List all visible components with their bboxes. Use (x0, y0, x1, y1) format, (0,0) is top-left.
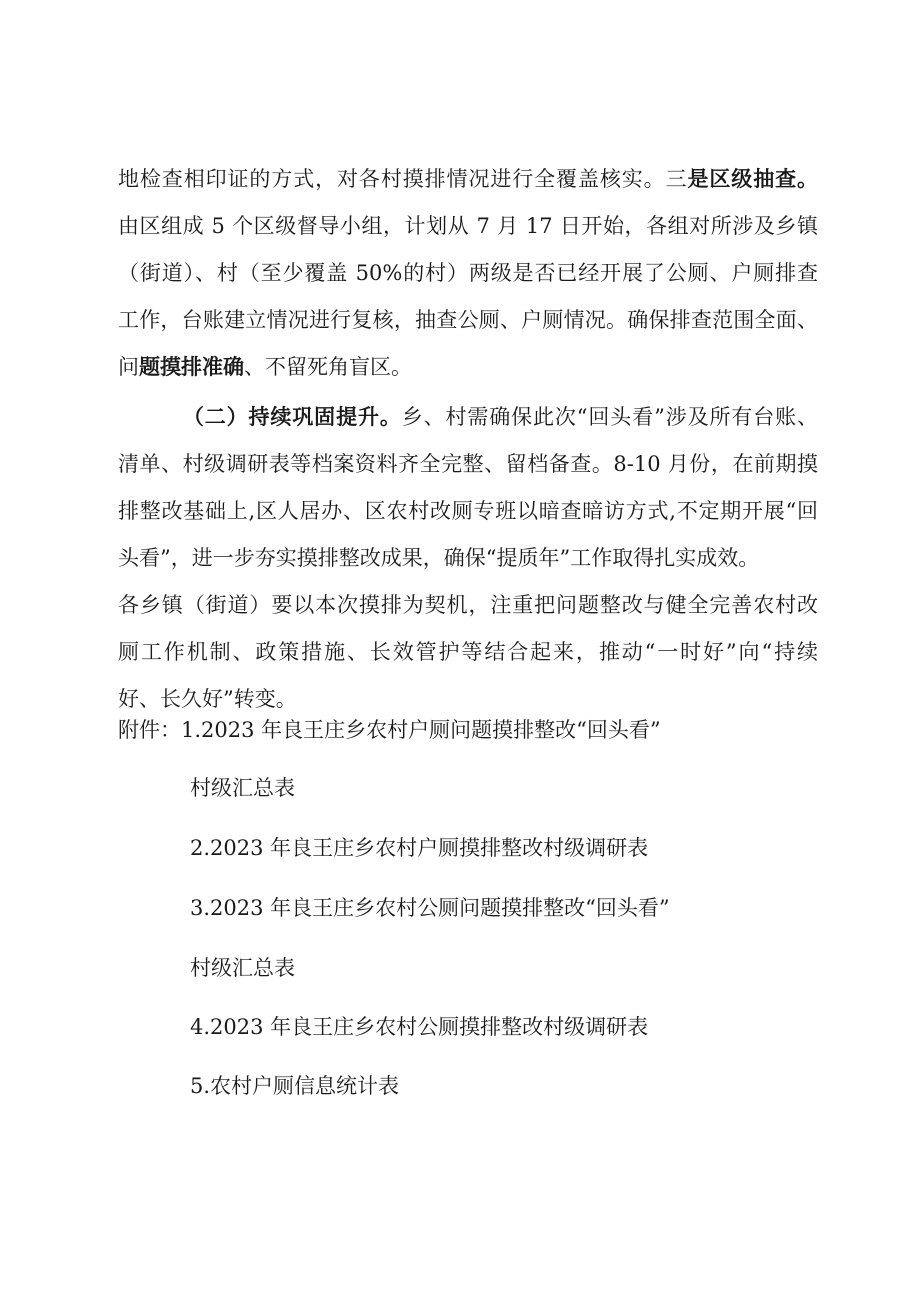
text-line: 厕工作机制、政策措施、长效管护等结合起来，推动“一时好”向“持续 (118, 640, 818, 664)
text-line: （街道）、村（至少覆盖 50%的村）两级是否已经开展了公厕、户厕排查 (118, 261, 818, 285)
paragraph-consolidation (118, 394, 818, 723)
text-line: 排整改基础上,区人居办、区农村改厕专班以暗查暗访方式,不定期开展“回 (118, 499, 818, 523)
text-line: 地检查相印证的方式，对各村摸排情况进行全覆盖核实。三是区级抽查。 (118, 167, 819, 191)
attachment-label: 附件： (118, 718, 181, 742)
attachment-3-continued: 村级汇总表 (190, 956, 295, 980)
text-line: 头看”，进一步夯实摸排整改成果，确保“提质年”工作取得扎实成效。 (118, 546, 760, 570)
text-line: 各乡镇（街道）要以本次摸排为契机，注重把问题整改与健全完善农村改 (118, 593, 818, 617)
paragraph-district-inspection (118, 156, 818, 391)
text-line: 清单、村级调研表等档案资料齐全完整、留档备查。8-10 月份，在前期摸 (118, 452, 818, 476)
bold-phrase: 题摸排准确 (139, 355, 244, 379)
text-line: （二）持续巩固提升。乡、村需确保此次“回头看”涉及所有台账、 (182, 405, 818, 429)
bold-phrase: 是区级抽查。 (687, 167, 819, 191)
attachment-5: 5.农村户厕信息统计表 (190, 1074, 400, 1098)
section-heading: （二）持续巩固提升。 (182, 405, 402, 429)
attachment-2: 2.2023 年良王庄乡农村户厕摸排整改村级调研表 (190, 836, 649, 860)
attachment-1: 附件：1.2023 年良王庄乡农村户厕问题摸排整改“回头看” (118, 718, 661, 742)
text-line: 好、长久好”转变。 (118, 687, 297, 711)
attachment-1-continued: 村级汇总表 (190, 776, 295, 800)
text-line: 工作，台账建立情况进行复核，抽查公厕、户厕情况。确保排查范围全面、 (118, 308, 818, 332)
attachment-4: 4.2023 年良王庄乡农村公厕摸排整改村级调研表 (190, 1015, 649, 1039)
attachment-3: 3.2023 年良王庄乡农村公厕问题摸排整改“回头看” (190, 896, 670, 920)
text-line: 由区组成 5 个区级督导小组，计划从 7 月 17 日开始，各组对所涉及乡镇 (118, 214, 818, 238)
text-line: 问题摸排准确、不留死角盲区。 (118, 355, 412, 379)
